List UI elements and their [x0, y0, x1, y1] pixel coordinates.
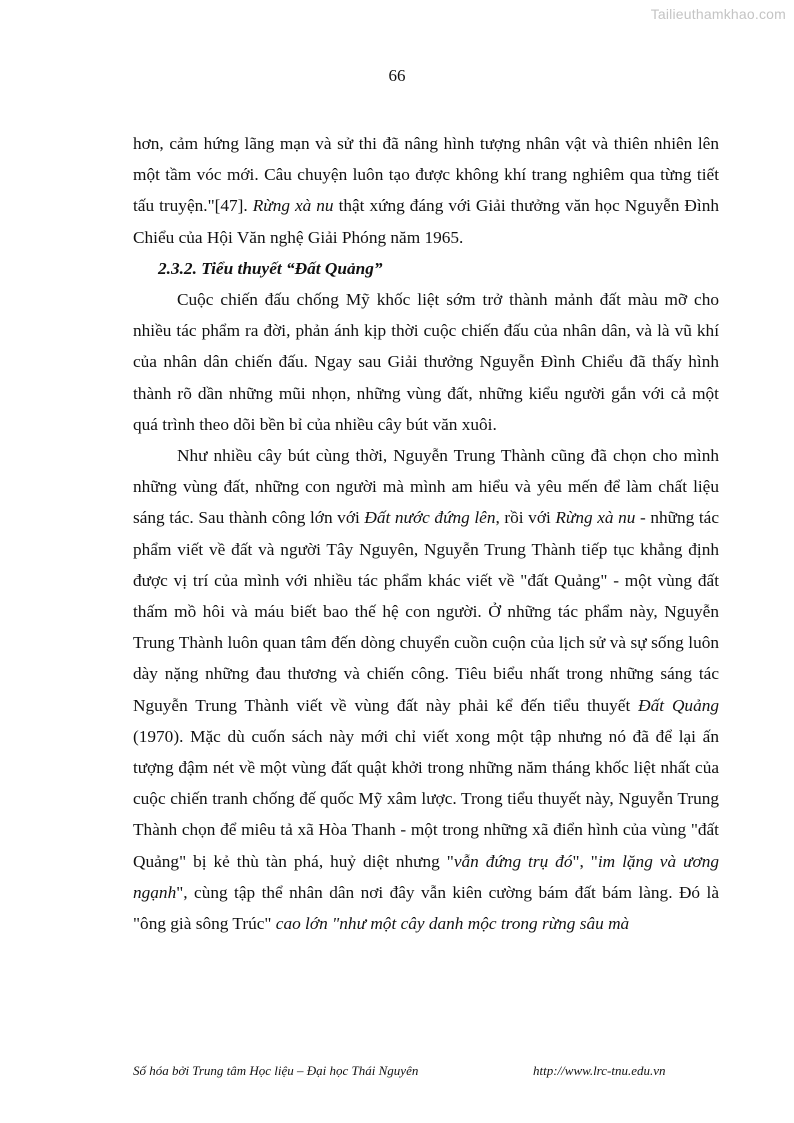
- page-number: 66: [388, 66, 406, 85]
- paragraph-3: [133, 440, 719, 939]
- text-run: , rồi với: [495, 508, 556, 528]
- text-run: ", ": [572, 851, 598, 871]
- book-title: Đất nước đứng lên: [364, 508, 496, 528]
- footer-credit: Số hóa bởi Trung tâm Học liệu – Đại học Thái Nguyên: [133, 1063, 419, 1078]
- quotation: im lặng và ương ngạnh: [133, 851, 720, 902]
- paragraph-2: Cuộc chiến đấu chống Mỹ khốc liệt sớm trở thành mảnh đất màu mỡ cho nhiều tác phẩm ra đời, phản ánh kịp thời cuộc chiến đấu của nhân dân, và là vũ khí của nhân dân chiến đấu. Ngay sau Giải thưởng Nguyễn Đình Chiểu đã thấy hình thành rõ dần những mũi nhọn, những vùng đất, những kiểu người gắn với cả một quá trình theo dõi bền bỉ của nhiều cây bút văn xuôi.: [133, 290, 719, 434]
- book-title: Đất Quảng: [638, 695, 719, 715]
- text-run: hơn, cảm hứng lãng mạn và sử thi đã nâng hình tượng nhân vật và thiên nhiên lên một tầm vóc mới. Câu chuyện luôn tạo được không khí trang nghiêm qua từng tiết tấu truyện."[47].: [133, 134, 719, 216]
- watermark: Tailieuthamkhao.com: [650, 6, 786, 22]
- section-heading: 2.3.2. Tiểu thuyết “Đất Quảng”: [158, 258, 383, 278]
- footer-url: http://www.lrc-tnu.edu.vn: [533, 1063, 666, 1078]
- paragraph-1: [133, 128, 719, 253]
- text-run: (1970). Mặc dù cuốn sách này mới chỉ viết xong một tập nhưng nó đã để lại ấn tượng đậm nét về một vùng đất quật khởi trong những năm tháng khốc liệt nhất của cuộc chiến tranh chống đế quốc Mỹ xâm lược. Trong tiểu thuyết này, Nguyễn Trung Thành chọn để miêu tả xã Hòa Thanh - một trong những xã điển hình của vùng "đất Quảng" bị kẻ thù tàn phá, huỷ diệt nhưng ": [133, 726, 719, 871]
- text-run: Như nhiều cây bút cùng thời, Nguyễn Trung Thành cũng đã chọn cho mình những vùng đất, những con người mà mình am hiểu và yêu mến để làm chất liệu sáng tác. Sau thành công lớn với: [133, 446, 719, 528]
- book-title: Rừng xà nu: [252, 196, 334, 216]
- text-run: thật xứng đáng với Giải thưởng văn học Nguyễn Đình Chiểu của Hội Văn nghệ Giải Phóng năm 1965.: [133, 196, 719, 247]
- quotation: vẫn đứng trụ đó: [453, 851, 573, 871]
- text-run: ", cùng tập thể nhân dân nơi đây vẫn kiên cường bám đất bám làng. Đó là "ông già sông Trúc": [133, 882, 719, 934]
- quotation: cao lớn "như một cây danh mộc trong rừng sâu mà: [275, 914, 630, 934]
- book-title: Rừng xà nu: [555, 508, 636, 528]
- document-body: [133, 128, 719, 939]
- text-run: - những tác phẩm viết về đất và người Tây Nguyên, Nguyễn Trung Thành tiếp tục khẳng định được vị trí của mình với nhiều tác phẩm khác viết về "đất Quảng" - một vùng đất thấm mồ hôi và máu biết bao thế hệ con người. Ở những tác phẩm này, Nguyễn Trung Thành luôn quan tâm đến dòng chuyển cuồn cuộn của lịch sử và sự sống luôn dày nặng những đau thương và chiến công. Tiêu biểu nhất trong những sáng tác Nguyễn Trung Thành viết về vùng đất này phải kể đến tiểu thuyết: [133, 508, 720, 715]
